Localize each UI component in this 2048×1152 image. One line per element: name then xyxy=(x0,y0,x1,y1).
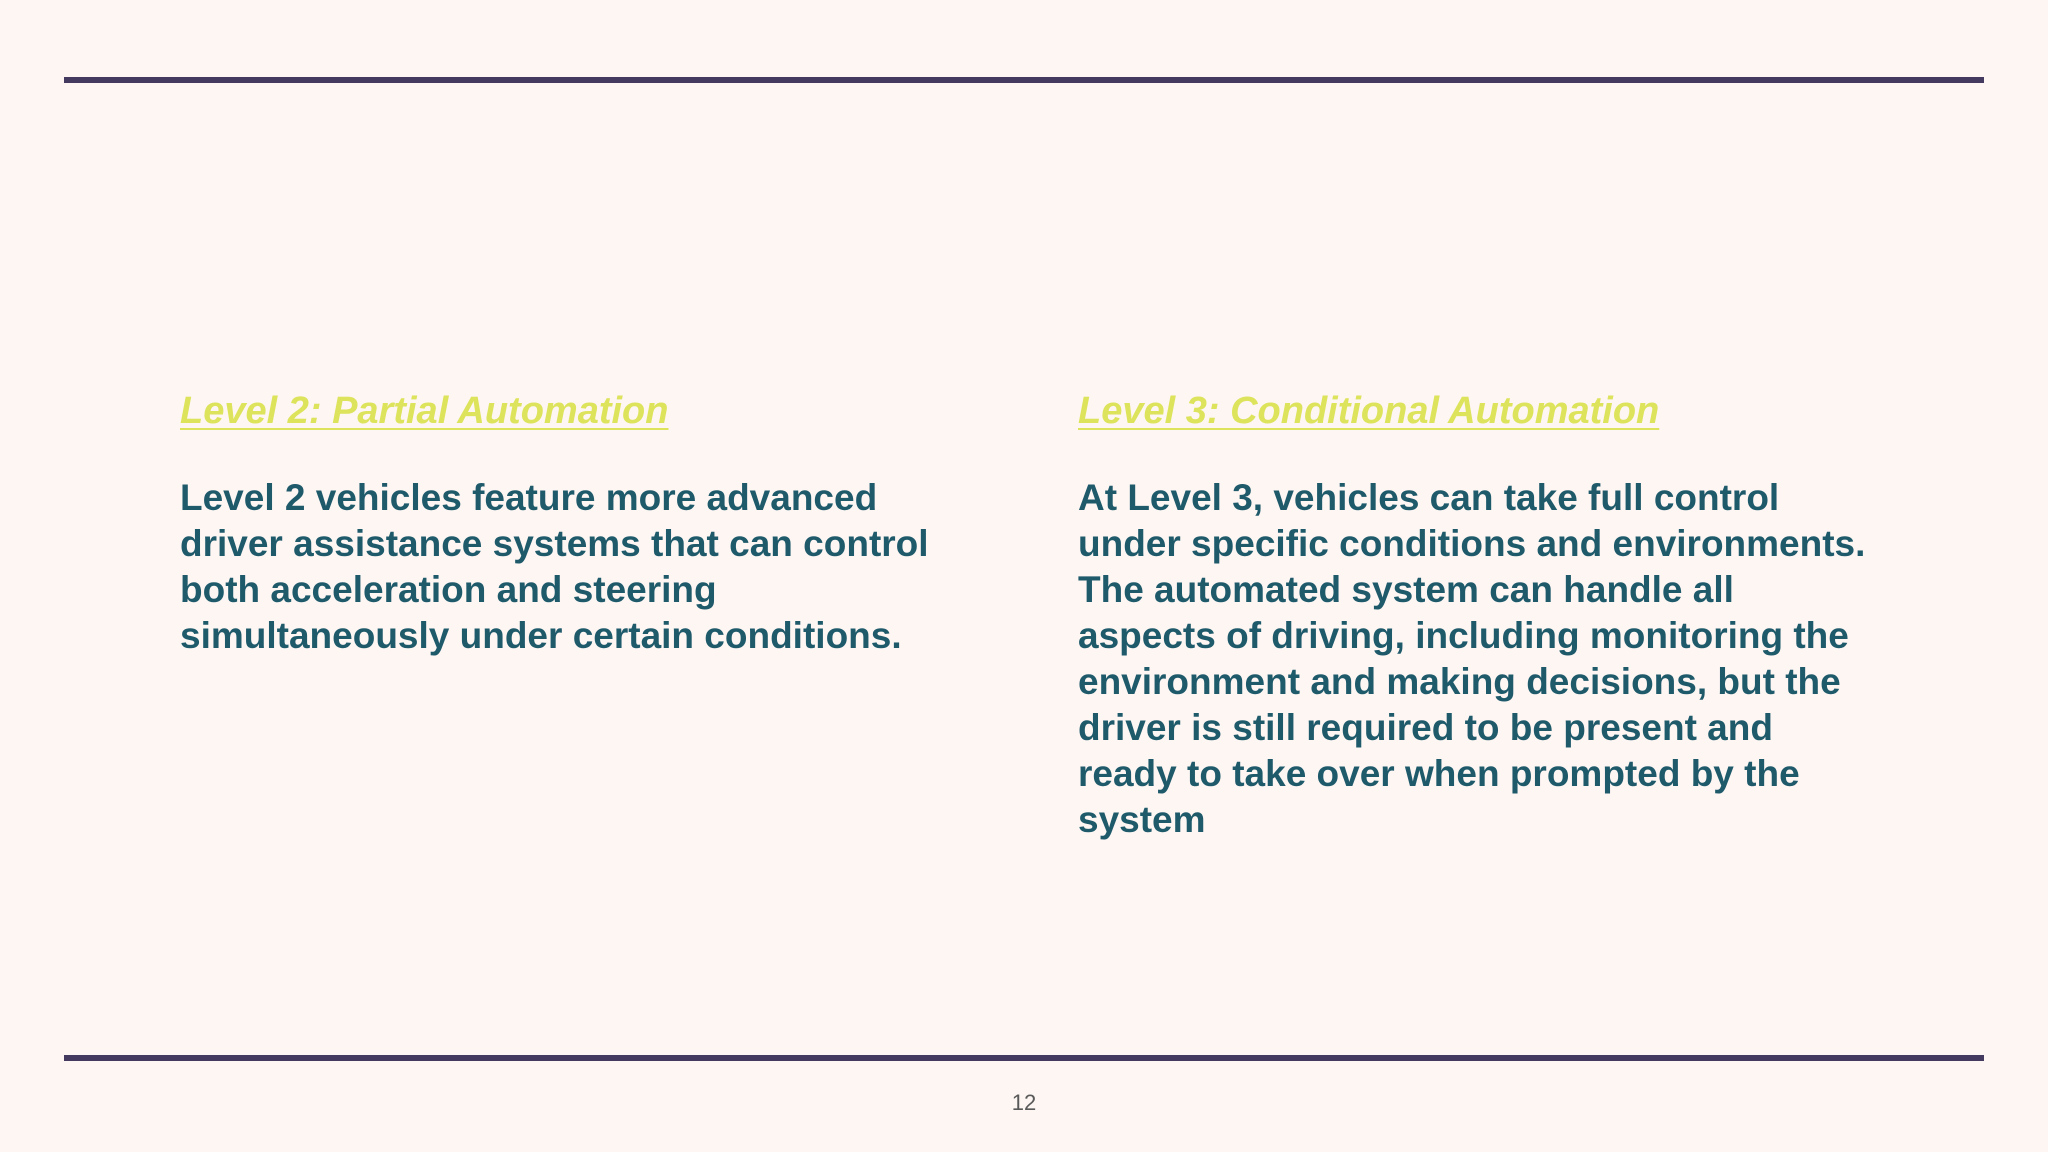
level-3-heading: Level 3: Conditional Automation xyxy=(1078,390,1660,432)
level-2-heading: Level 2: Partial Automation xyxy=(180,390,669,432)
level-2-description: Level 2 vehicles feature more advanced driver assistance systems that can control both acceleration and steering simultaneously under certain conditions. xyxy=(180,477,929,656)
bottom-divider xyxy=(64,1055,1984,1061)
page-number: 12 xyxy=(1011,1090,1037,1115)
level-2-column xyxy=(180,385,980,659)
level-3-description: At Level 3, vehicles can take full control under specific conditions and environments. The automated system can handle all aspects of driving, including monitoring the environment and making decisions, but the driver is still required to be present and ready to take over when prompted by the system xyxy=(1078,477,1866,840)
top-divider xyxy=(64,77,1984,83)
level-3-column xyxy=(1078,385,1878,843)
